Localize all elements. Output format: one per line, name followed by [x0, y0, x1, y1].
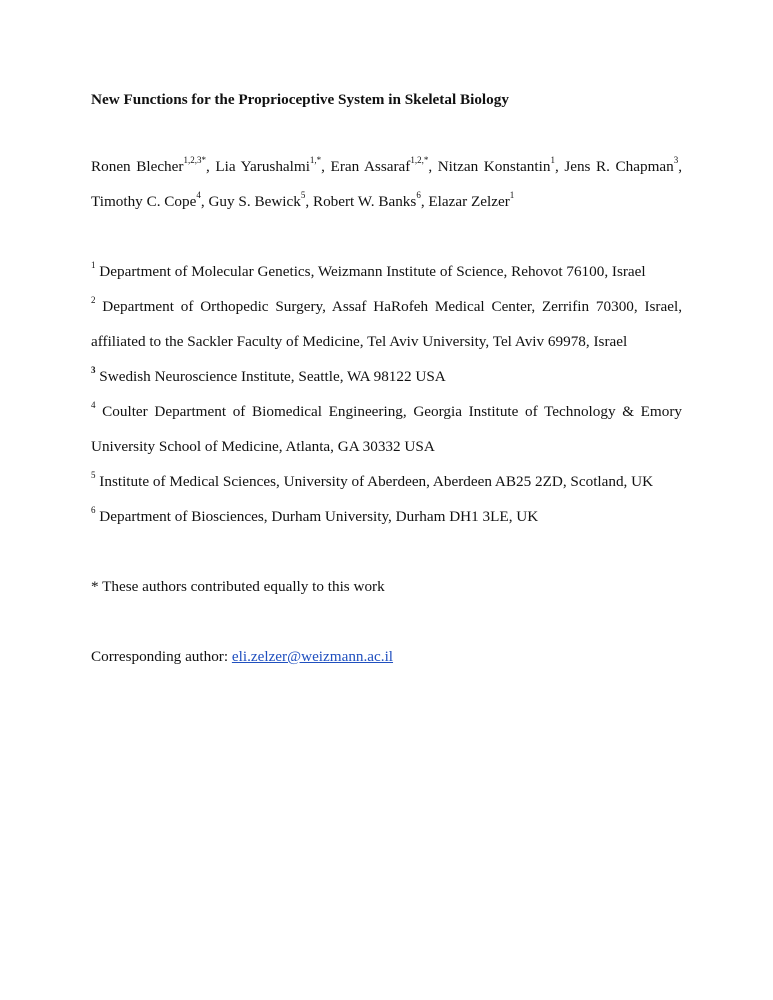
- author-name: Elazar Zelzer: [428, 193, 510, 210]
- affiliation-text: Institute of Medical Sciences, University of Aberdeen, Aberdeen AB25 2ZD, Scotland, UK: [99, 473, 654, 490]
- author-name: Lia Yarushalmi: [215, 158, 310, 175]
- author-affiliation-marker: 1,2,*: [410, 154, 429, 165]
- corresponding-author: [91, 647, 393, 667]
- paper-title: New Functions for the Proprioceptive System in Skeletal Biology: [91, 91, 509, 108]
- affiliation-2-line-2: affiliated to the Sackler Faculty of Medicine, Tel Aviv University, Tel Aviv 69978, Israel: [91, 333, 628, 350]
- affiliation-4-line-2: University School of Medicine, Atlanta, GA 30332 USA: [91, 438, 435, 455]
- equal-contribution-note: * These authors contributed equally to this work: [91, 578, 385, 595]
- affiliation-number: 5: [91, 469, 96, 480]
- affiliation-number: 2: [91, 294, 96, 305]
- corresponding-email-link[interactable]: eli.zelzer@weizmann.ac.il: [231, 648, 394, 665]
- affiliation-number: 3: [91, 364, 96, 375]
- author-affiliation-marker: 5: [300, 189, 306, 200]
- affiliation-4-line-1: [91, 399, 682, 422]
- author-name: Eran Assaraf: [330, 158, 411, 175]
- author-affiliation-marker: 1,*: [309, 154, 322, 165]
- author-separator: ,: [554, 158, 565, 175]
- author-separator: ,: [305, 193, 313, 210]
- author-list-line-2: [91, 189, 515, 212]
- author-name: Robert W. Banks: [312, 193, 417, 210]
- affiliation-text: Swedish Neuroscience Institute, Seattle, WA 98122 USA: [99, 368, 446, 385]
- affiliation-6: [91, 504, 539, 527]
- author-affiliation-marker: 4: [196, 189, 201, 200]
- affiliation-number: 4: [91, 399, 96, 410]
- author-name: Jens R. Chapman: [564, 158, 674, 175]
- author-name: Guy S. Bewick: [208, 193, 301, 210]
- author-separator: ,: [428, 158, 438, 175]
- author-name: Ronen Blecher: [91, 158, 184, 175]
- author-list-line-1: [91, 154, 683, 177]
- author-separator: ,: [205, 158, 216, 175]
- author-affiliation-marker: 1: [550, 154, 555, 165]
- author-affiliation-marker: 6: [416, 189, 421, 200]
- author-separator: ,: [321, 158, 331, 175]
- author-separator: ,: [200, 193, 209, 210]
- author-separator: ,: [678, 158, 683, 175]
- affiliation-number: 1: [91, 259, 96, 270]
- affiliation-text: Department of Biosciences, Durham University, Durham DH1 3LE, UK: [99, 508, 539, 525]
- author-affiliation-marker: 1,2,3*: [183, 154, 206, 165]
- author-affiliation-marker: 3: [673, 154, 679, 165]
- affiliation-3: [91, 364, 446, 387]
- affiliation-number: 6: [91, 504, 96, 515]
- author-affiliation-marker: 1: [509, 189, 515, 200]
- affiliation-1: [91, 259, 646, 282]
- affiliation-text: Coulter Department of Biomedical Engineering, Georgia Institute of Technology & Emory: [102, 403, 682, 420]
- author-separator: ,: [420, 193, 429, 210]
- corresponding-author-label: Corresponding author:: [91, 648, 232, 665]
- author-name: Nitzan Konstantin: [437, 158, 551, 175]
- affiliation-text: Department of Orthopedic Surgery, Assaf HaRofeh Medical Center, Zerrifin 70300, Israel,: [102, 298, 682, 315]
- author-name: Timothy C. Cope: [91, 193, 197, 210]
- affiliation-text: Department of Molecular Genetics, Weizmann Institute of Science, Rehovot 76100, Israel: [99, 263, 646, 280]
- affiliation-5: [91, 469, 654, 492]
- affiliation-2-line-1: [91, 294, 682, 317]
